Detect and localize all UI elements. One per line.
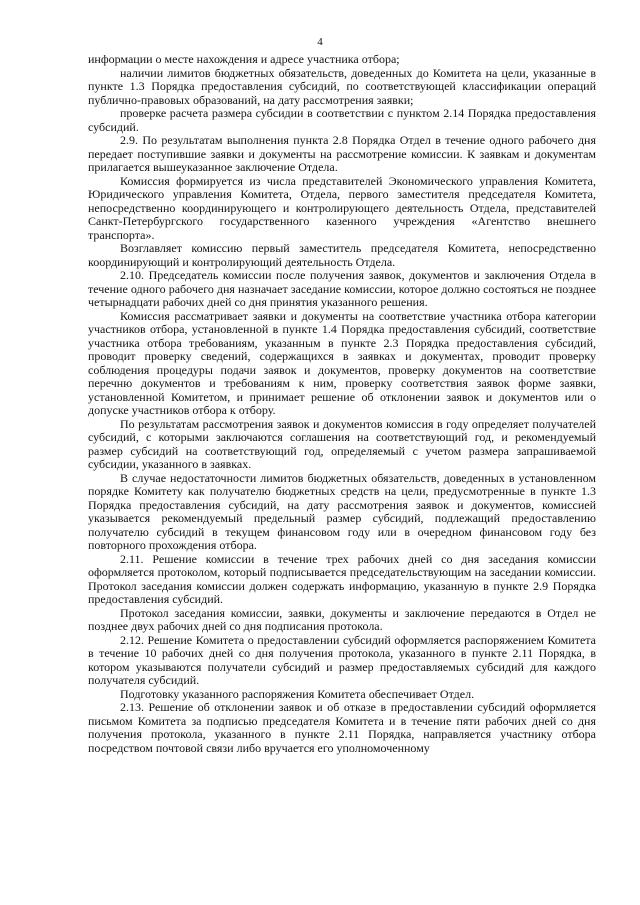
paragraph-2-9: 2.9. По результатам выполнения пункта 2.8 Порядка Отдел в течение одного рабочего дня передает поступившие заявки и документы на рассмотрение комиссии. К заявкам и документам прилагается вышеуказанное заключение Отдела.	[88, 133, 596, 174]
paragraph-order-preparation: Подготовку указанного распоряжения Комитета обеспечивает Отдел.	[120, 686, 475, 701]
paragraph-2-12: 2.12. Решение Комитета о предоставлении субсидий оформляется распоряжением Комитета в течение 10 рабочих дней со дня получения протокола, указанного в пункте 2.11 Порядка, в котором указываются получатели субсидий и размер предоставляемых субсидий для каждого получателя субсидий.	[88, 632, 596, 687]
paragraph-2-11: 2.11. Решение комиссии в течение трех рабочих дней со дня заседания комиссии оформляется протоколом, который подписывается председательствующим на заседании комиссии. Протокол заседания комиссии должен содержать информацию, указанную в пункте 2.9 Порядка предоставления субсидий.	[88, 551, 596, 606]
paragraph-2-13: 2.13. Решение об отклонении заявок и об отказе в предоставлении субсидий оформляется письмом Комитета за подписью председателя Комитета и в течение пяти рабочих дней со дня получения протокола, указанного в пункте 2.11 Порядка, направляется участнику отбора посредством почтовой связи либо вручается его уполномоченному	[88, 700, 596, 755]
paragraph-continuation: информации о месте нахождения и адресе участника отбора;	[88, 52, 400, 66]
paragraph-commission-composition: Комиссия формируется из числа представителей Экономического управления Комитета, Юридического управления Комитета, Отдела, первого заместителя председателя Комитета, непосредственно координирующего и контролирующего деятельность Отдела, представителей Санкт-Петербургского государственного казенного учреждения «Агентство внешнего транспорта».	[88, 173, 596, 242]
page-number: 4	[317, 36, 323, 48]
paragraph-review-results: По результатам рассмотрения заявок и документов комиссия в году определяет получателей субсидий, с которыми заключаются соглашения на соответствующий год, и рекомендуемый размер субсидий на соответствующий год, определяемый с учетом размера запрашиваемой субсидии, указанного в заявках.	[88, 416, 596, 471]
paragraph-insufficient-limits: В случае недостаточности лимитов бюджетных обязательств, доведенных в установленном порядке Комитету как получателю бюджетных средств на цели, предусмотренные в пункте 1.3 Порядка предоставления субсидий, на дату рассмотрения заявок и документов, комиссией указывается рекомендуемый предельный размер субсидий, подлежащий предоставлению получателю субсидий в текущем финансовом году или в очередном финансовом году без повторного прохождения отбора.	[88, 470, 596, 552]
paragraph-subsidy-calculation: проверке расчета размера субсидии в соответствии с пунктом 2.14 Порядка предоставления субсидий.	[88, 106, 596, 134]
paragraph-commission-head: Возглавляет комиссию первый заместитель председателя Комитета, непосредственно координирующий и контролирующий деятельность Отдела.	[88, 241, 596, 269]
paragraph-2-10: 2.10. Председатель комиссии после получения заявок, документов и заключения Отдела в течение одного рабочего дня назначает заседание комиссии, которое должно состояться не позднее четырнадцати рабочих дней со дня принятия указанного решения.	[88, 268, 596, 309]
paragraph-limits: наличии лимитов бюджетных обязательств, доведенных до Комитета на цели, указанные в пункте 1.3 Порядка предоставления субсидий, по соответствующей классификации операций публично-правовых образований, на дату рассмотрения заявки;	[88, 65, 596, 107]
document-body	[88, 53, 596, 755]
paragraph-protocol-transfer: Протокол заседания комиссии, заявки, документы и заключение передаются в Отдел не позднее двух рабочих дней со дня подписания протокола.	[88, 605, 596, 633]
paragraph-commission-review: Комиссия рассматривает заявки и документы на соответствие участника отбора категории участников отбора, установленной в пункте 1.4 Порядка предоставления субсидий, соответствие участника отбора требованиям, указанным в пункте 2.3 Порядка предоставления субсидий, проводит проверку сведений, содержащихся в заявках и документах, проводит проверку соблюдения процедуры подачи заявок и документов, проверку документов на соответствие перечню документов и требованиям к ним, проверку соответствия заявок форме заявки, установленной Комитетом, и принимает решение об отклонении заявок и документов или о допуске участников отбора к отбору.	[88, 308, 596, 417]
